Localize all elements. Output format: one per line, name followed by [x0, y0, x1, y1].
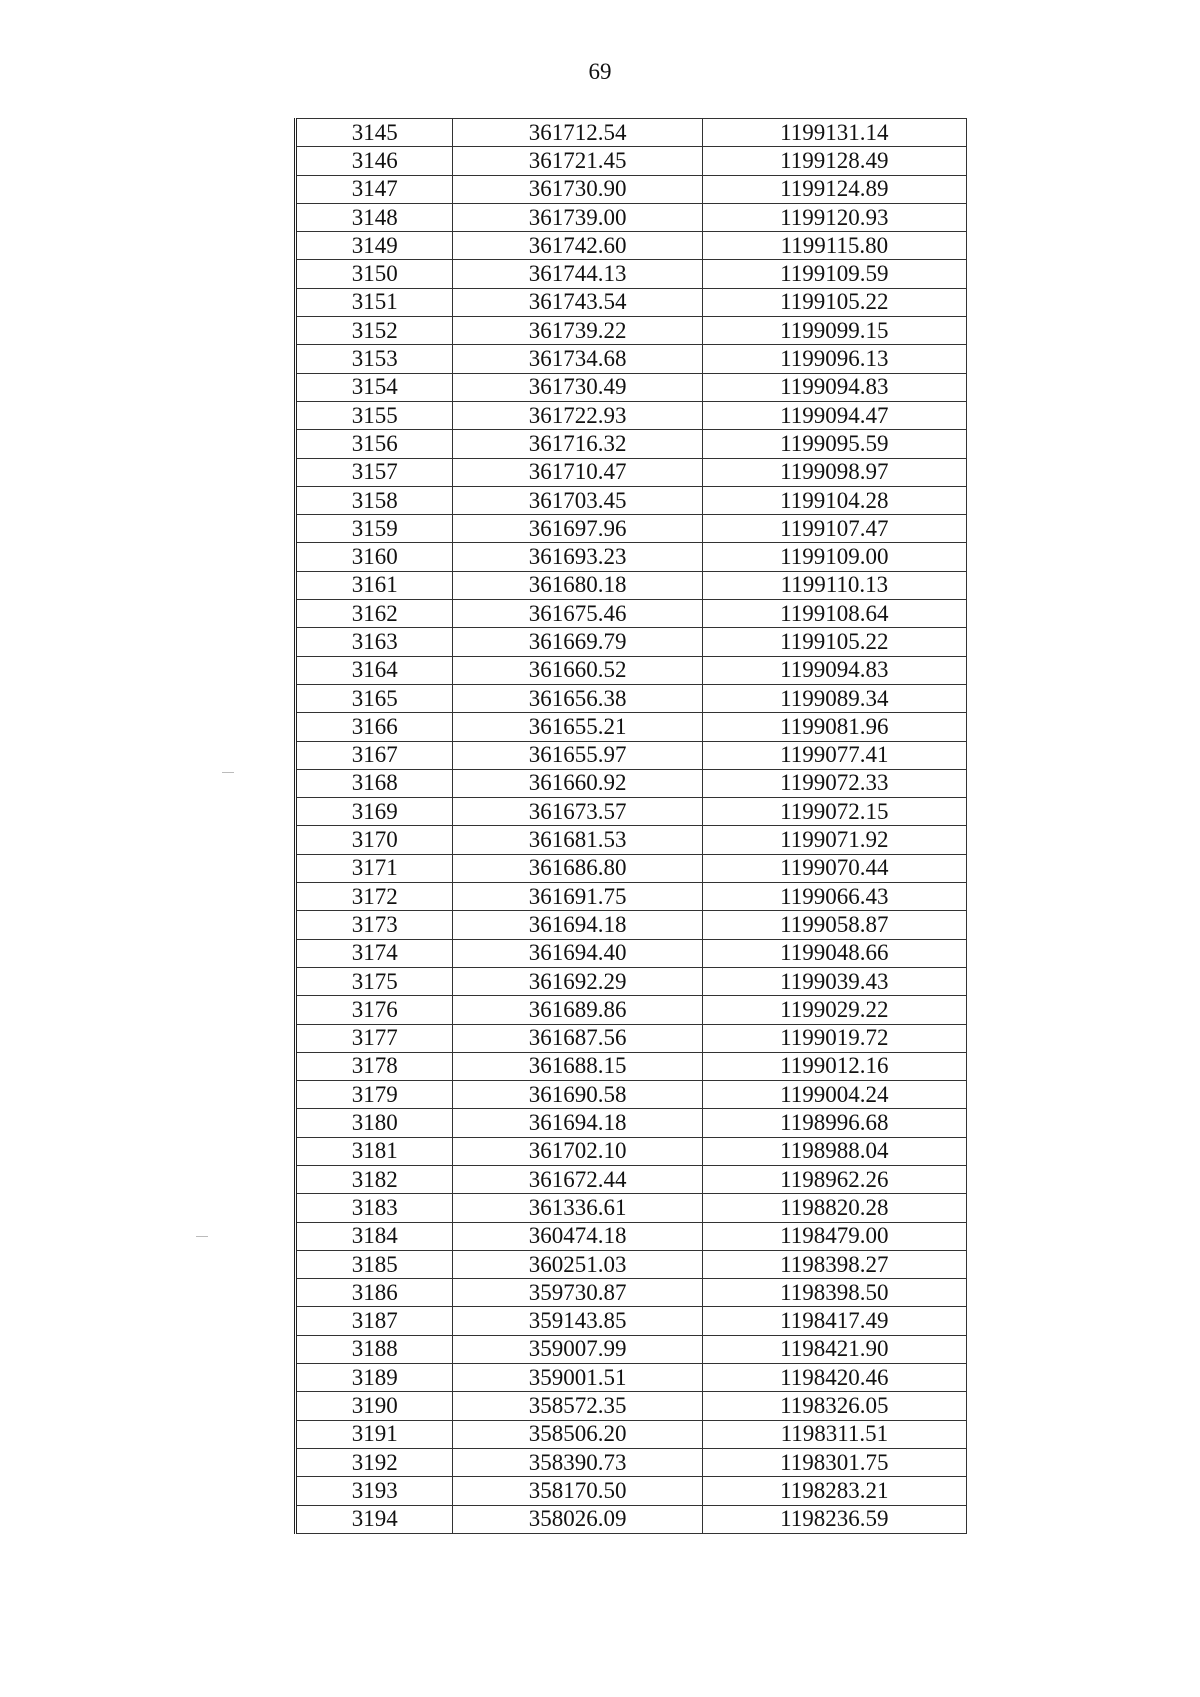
- y-coordinate-cell: 1199115.80: [702, 232, 966, 260]
- x-coordinate-cell: 361660.52: [453, 656, 702, 684]
- table-row: [296, 1222, 967, 1250]
- x-coordinate-cell: 361722.93: [453, 401, 702, 429]
- y-coordinate-cell: 1199124.89: [702, 175, 966, 203]
- x-coordinate-cell: 361656.38: [453, 684, 702, 712]
- table-row: [296, 486, 967, 514]
- x-coordinate-cell: 361675.46: [453, 600, 702, 628]
- table-row: [296, 232, 967, 260]
- x-coordinate-cell: 361680.18: [453, 571, 702, 599]
- table-row: [296, 939, 967, 967]
- y-coordinate-cell: 1199072.33: [702, 769, 966, 797]
- table-row: [296, 401, 967, 429]
- y-coordinate-cell: 1198326.05: [702, 1392, 966, 1420]
- point-number-cell: 3174: [296, 939, 453, 967]
- x-coordinate-cell: 361694.40: [453, 939, 702, 967]
- point-number-cell: 3153: [296, 345, 453, 373]
- point-number-cell: 3148: [296, 203, 453, 231]
- point-number-cell: 3178: [296, 1052, 453, 1080]
- point-number-cell: 3159: [296, 515, 453, 543]
- y-coordinate-cell: 1199109.00: [702, 543, 966, 571]
- x-coordinate-cell: 361702.10: [453, 1137, 702, 1165]
- table-row: [296, 628, 967, 656]
- x-coordinate-cell: 361744.13: [453, 260, 702, 288]
- table-row: [296, 1448, 967, 1476]
- y-coordinate-cell: 1198996.68: [702, 1109, 966, 1137]
- table-row: [296, 600, 967, 628]
- table-row: [296, 373, 967, 401]
- x-coordinate-cell: 361660.92: [453, 769, 702, 797]
- y-coordinate-cell: 1198962.26: [702, 1165, 966, 1193]
- y-coordinate-cell: 1199120.93: [702, 203, 966, 231]
- table-row: [296, 288, 967, 316]
- y-coordinate-cell: 1198311.51: [702, 1420, 966, 1448]
- x-coordinate-cell: 361689.86: [453, 996, 702, 1024]
- point-number-cell: 3183: [296, 1194, 453, 1222]
- x-coordinate-cell: 361739.00: [453, 203, 702, 231]
- table-row: [296, 854, 967, 882]
- x-coordinate-cell: 361693.23: [453, 543, 702, 571]
- x-coordinate-cell: 358170.50: [453, 1477, 702, 1505]
- point-number-cell: 3160: [296, 543, 453, 571]
- x-coordinate-cell: 361694.18: [453, 1109, 702, 1137]
- y-coordinate-cell: 1198820.28: [702, 1194, 966, 1222]
- point-number-cell: 3145: [296, 119, 453, 147]
- x-coordinate-cell: 361710.47: [453, 458, 702, 486]
- x-coordinate-cell: 361694.18: [453, 911, 702, 939]
- x-coordinate-cell: 361687.56: [453, 1024, 702, 1052]
- point-number-cell: 3186: [296, 1279, 453, 1307]
- table-row: [296, 1250, 967, 1278]
- point-number-cell: 3189: [296, 1364, 453, 1392]
- point-number-cell: 3169: [296, 798, 453, 826]
- coordinates-table-body: [296, 119, 967, 1534]
- y-coordinate-cell: 1199104.28: [702, 486, 966, 514]
- y-coordinate-cell: 1199105.22: [702, 628, 966, 656]
- x-coordinate-cell: 358390.73: [453, 1448, 702, 1476]
- x-coordinate-cell: 361692.29: [453, 967, 702, 995]
- y-coordinate-cell: 1198420.46: [702, 1364, 966, 1392]
- y-coordinate-cell: 1199004.24: [702, 1081, 966, 1109]
- point-number-cell: 3155: [296, 401, 453, 429]
- x-coordinate-cell: 361697.96: [453, 515, 702, 543]
- y-coordinate-cell: 1198236.59: [702, 1505, 966, 1533]
- y-coordinate-cell: 1199110.13: [702, 571, 966, 599]
- x-coordinate-cell: 361336.61: [453, 1194, 702, 1222]
- point-number-cell: 3187: [296, 1307, 453, 1335]
- table-row: [296, 1109, 967, 1137]
- table-row: [296, 571, 967, 599]
- table-row: [296, 684, 967, 712]
- point-number-cell: 3162: [296, 600, 453, 628]
- point-number-cell: 3188: [296, 1335, 453, 1363]
- y-coordinate-cell: 1199066.43: [702, 883, 966, 911]
- table-row: [296, 175, 967, 203]
- x-coordinate-cell: 361669.79: [453, 628, 702, 656]
- point-number-cell: 3172: [296, 883, 453, 911]
- y-coordinate-cell: 1199048.66: [702, 939, 966, 967]
- y-coordinate-cell: 1199012.16: [702, 1052, 966, 1080]
- point-number-cell: 3165: [296, 684, 453, 712]
- x-coordinate-cell: 361703.45: [453, 486, 702, 514]
- point-number-cell: 3158: [296, 486, 453, 514]
- point-number-cell: 3179: [296, 1081, 453, 1109]
- point-number-cell: 3173: [296, 911, 453, 939]
- table-row: [296, 1165, 967, 1193]
- x-coordinate-cell: 359001.51: [453, 1364, 702, 1392]
- point-number-cell: 3157: [296, 458, 453, 486]
- table-row: [296, 203, 967, 231]
- x-coordinate-cell: 361691.75: [453, 883, 702, 911]
- point-number-cell: 3170: [296, 826, 453, 854]
- y-coordinate-cell: 1199029.22: [702, 996, 966, 1024]
- table-row: [296, 826, 967, 854]
- table-row: [296, 1307, 967, 1335]
- table-row: [296, 967, 967, 995]
- x-coordinate-cell: 361739.22: [453, 317, 702, 345]
- point-number-cell: 3181: [296, 1137, 453, 1165]
- x-coordinate-cell: 361743.54: [453, 288, 702, 316]
- table-row: [296, 798, 967, 826]
- table-row: [296, 1392, 967, 1420]
- y-coordinate-cell: 1199096.13: [702, 345, 966, 373]
- y-coordinate-cell: 1199098.97: [702, 458, 966, 486]
- point-number-cell: 3185: [296, 1250, 453, 1278]
- y-coordinate-cell: 1199094.83: [702, 373, 966, 401]
- y-coordinate-cell: 1198283.21: [702, 1477, 966, 1505]
- table-row: [296, 345, 967, 373]
- y-coordinate-cell: 1198479.00: [702, 1222, 966, 1250]
- point-number-cell: 3151: [296, 288, 453, 316]
- y-coordinate-cell: 1198301.75: [702, 1448, 966, 1476]
- table-row: [296, 1052, 967, 1080]
- y-coordinate-cell: 1199072.15: [702, 798, 966, 826]
- table-row: [296, 458, 967, 486]
- x-coordinate-cell: 361686.80: [453, 854, 702, 882]
- x-coordinate-cell: 361730.90: [453, 175, 702, 203]
- y-coordinate-cell: 1198398.27: [702, 1250, 966, 1278]
- x-coordinate-cell: 361688.15: [453, 1052, 702, 1080]
- table-row: [296, 1420, 967, 1448]
- y-coordinate-cell: 1198417.49: [702, 1307, 966, 1335]
- y-coordinate-cell: 1199081.96: [702, 713, 966, 741]
- y-coordinate-cell: 1199105.22: [702, 288, 966, 316]
- table-row: [296, 1364, 967, 1392]
- point-number-cell: 3164: [296, 656, 453, 684]
- y-coordinate-cell: 1199070.44: [702, 854, 966, 882]
- page-number: 69: [588, 59, 612, 84]
- y-coordinate-cell: 1199109.59: [702, 260, 966, 288]
- point-number-cell: 3161: [296, 571, 453, 599]
- y-coordinate-cell: 1199039.43: [702, 967, 966, 995]
- y-coordinate-cell: 1199108.64: [702, 600, 966, 628]
- x-coordinate-cell: 358026.09: [453, 1505, 702, 1533]
- x-coordinate-cell: 361712.54: [453, 119, 702, 147]
- point-number-cell: 3193: [296, 1477, 453, 1505]
- x-coordinate-cell: 361730.49: [453, 373, 702, 401]
- x-coordinate-cell: 361672.44: [453, 1165, 702, 1193]
- table-row: [296, 1477, 967, 1505]
- margin-mark: [222, 772, 234, 773]
- y-coordinate-cell: 1199107.47: [702, 515, 966, 543]
- table-row: [296, 430, 967, 458]
- x-coordinate-cell: 361716.32: [453, 430, 702, 458]
- y-coordinate-cell: 1199071.92: [702, 826, 966, 854]
- table-row: [296, 1081, 967, 1109]
- table-row: [296, 769, 967, 797]
- x-coordinate-cell: 359143.85: [453, 1307, 702, 1335]
- x-coordinate-cell: 359730.87: [453, 1279, 702, 1307]
- y-coordinate-cell: 1199128.49: [702, 147, 966, 175]
- coordinates-table: [294, 118, 967, 1534]
- table-row: [296, 1137, 967, 1165]
- y-coordinate-cell: 1199095.59: [702, 430, 966, 458]
- x-coordinate-cell: 358506.20: [453, 1420, 702, 1448]
- point-number-cell: 3163: [296, 628, 453, 656]
- point-number-cell: 3177: [296, 1024, 453, 1052]
- table-row: [296, 996, 967, 1024]
- table-row: [296, 1024, 967, 1052]
- point-number-cell: 3150: [296, 260, 453, 288]
- x-coordinate-cell: 361734.68: [453, 345, 702, 373]
- y-coordinate-cell: 1199089.34: [702, 684, 966, 712]
- y-coordinate-cell: 1199094.47: [702, 401, 966, 429]
- x-coordinate-cell: 361721.45: [453, 147, 702, 175]
- x-coordinate-cell: 360251.03: [453, 1250, 702, 1278]
- x-coordinate-cell: 361742.60: [453, 232, 702, 260]
- y-coordinate-cell: 1199099.15: [702, 317, 966, 345]
- point-number-cell: 3175: [296, 967, 453, 995]
- point-number-cell: 3194: [296, 1505, 453, 1533]
- table-row: [296, 147, 967, 175]
- table-row: [296, 713, 967, 741]
- y-coordinate-cell: 1198421.90: [702, 1335, 966, 1363]
- table-row: [296, 515, 967, 543]
- x-coordinate-cell: 359007.99: [453, 1335, 702, 1363]
- y-coordinate-cell: 1198988.04: [702, 1137, 966, 1165]
- point-number-cell: 3171: [296, 854, 453, 882]
- table-row: [296, 543, 967, 571]
- point-number-cell: 3176: [296, 996, 453, 1024]
- y-coordinate-cell: 1199058.87: [702, 911, 966, 939]
- table-row: [296, 883, 967, 911]
- point-number-cell: 3166: [296, 713, 453, 741]
- table-row: [296, 317, 967, 345]
- point-number-cell: 3190: [296, 1392, 453, 1420]
- y-coordinate-cell: 1198398.50: [702, 1279, 966, 1307]
- table-row: [296, 1279, 967, 1307]
- point-number-cell: 3180: [296, 1109, 453, 1137]
- table-row: [296, 119, 967, 147]
- point-number-cell: 3192: [296, 1448, 453, 1476]
- point-number-cell: 3152: [296, 317, 453, 345]
- table-row: [296, 1194, 967, 1222]
- margin-mark: [196, 1236, 208, 1237]
- x-coordinate-cell: 361690.58: [453, 1081, 702, 1109]
- table-row: [296, 1505, 967, 1533]
- x-coordinate-cell: 361681.53: [453, 826, 702, 854]
- point-number-cell: 3191: [296, 1420, 453, 1448]
- y-coordinate-cell: 1199077.41: [702, 741, 966, 769]
- y-coordinate-cell: 1199131.14: [702, 119, 966, 147]
- x-coordinate-cell: 361655.97: [453, 741, 702, 769]
- table-row: [296, 260, 967, 288]
- point-number-cell: 3154: [296, 373, 453, 401]
- x-coordinate-cell: 360474.18: [453, 1222, 702, 1250]
- x-coordinate-cell: 361673.57: [453, 798, 702, 826]
- point-number-cell: 3167: [296, 741, 453, 769]
- point-number-cell: 3156: [296, 430, 453, 458]
- y-coordinate-cell: 1199094.83: [702, 656, 966, 684]
- point-number-cell: 3147: [296, 175, 453, 203]
- table-row: [296, 1335, 967, 1363]
- point-number-cell: 3182: [296, 1165, 453, 1193]
- point-number-cell: 3146: [296, 147, 453, 175]
- table-row: [296, 911, 967, 939]
- point-number-cell: 3184: [296, 1222, 453, 1250]
- x-coordinate-cell: 361655.21: [453, 713, 702, 741]
- table-row: [296, 656, 967, 684]
- point-number-cell: 3149: [296, 232, 453, 260]
- point-number-cell: 3168: [296, 769, 453, 797]
- x-coordinate-cell: 358572.35: [453, 1392, 702, 1420]
- table-row: [296, 741, 967, 769]
- y-coordinate-cell: 1199019.72: [702, 1024, 966, 1052]
